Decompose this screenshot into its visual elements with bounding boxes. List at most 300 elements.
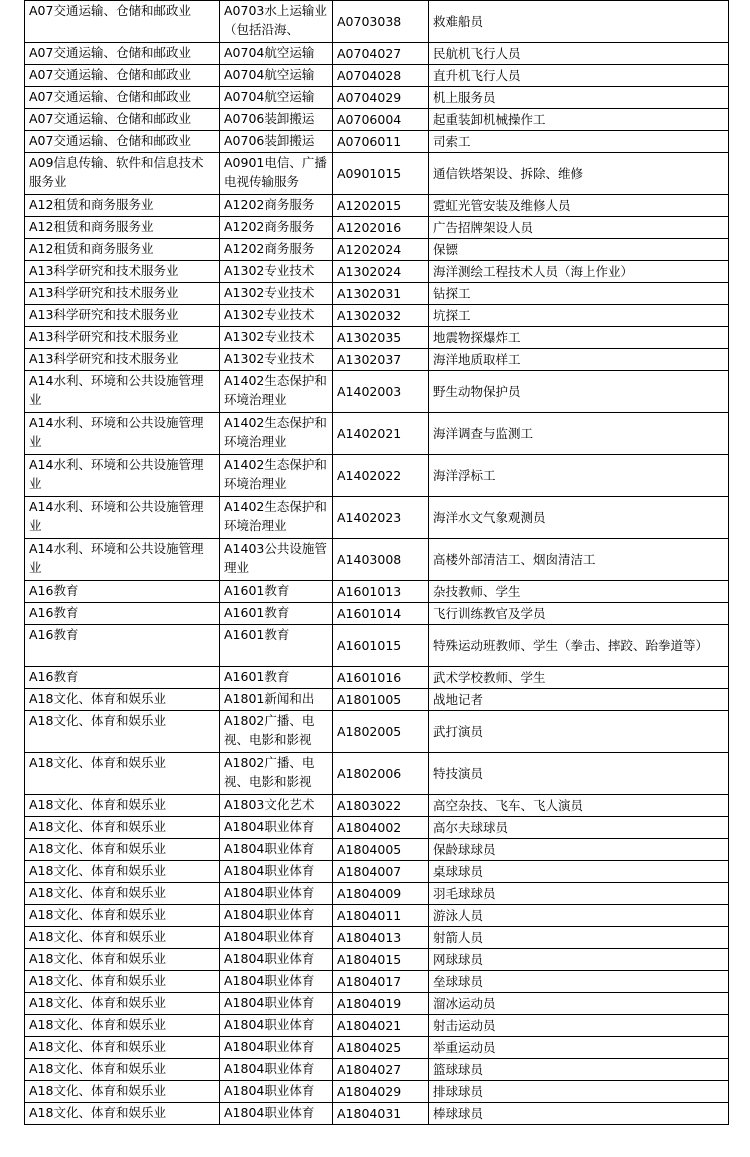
industry-cell — [25, 455, 220, 497]
category-text: A1804职业体育 — [224, 863, 315, 878]
industry-cell — [25, 327, 220, 349]
occupation-cell — [429, 261, 729, 283]
industry-text: A18文化、体育和娱乐业 — [29, 713, 166, 728]
category-cell — [220, 261, 333, 283]
category-cell — [220, 497, 333, 539]
occupation-text: 地震物探爆炸工 — [433, 330, 521, 345]
code-cell — [333, 861, 429, 883]
code-cell — [333, 153, 429, 195]
category-cell — [220, 1037, 333, 1059]
code-text: A1801005 — [337, 692, 402, 707]
category-text: A1804职业体育 — [224, 1039, 315, 1054]
occupation-text: 举重运动员 — [433, 1040, 496, 1055]
code-cell — [333, 1037, 429, 1059]
category-cell — [220, 371, 333, 413]
code-cell — [333, 65, 429, 87]
industry-text: A16教育 — [29, 627, 79, 642]
industry-cell — [25, 261, 220, 283]
occupation-text: 武打演员 — [433, 724, 484, 739]
industry-text: A14水利、环境和公共设施管理业 — [29, 457, 204, 491]
occupation-cell — [429, 65, 729, 87]
category-text: A0704航空运输 — [224, 45, 315, 60]
category-text: A1601教育 — [224, 627, 290, 642]
category-cell — [220, 109, 333, 131]
industry-text: A12租赁和商务服务业 — [29, 241, 154, 256]
category-cell — [220, 971, 333, 993]
code-cell — [333, 261, 429, 283]
occupation-cell — [429, 971, 729, 993]
table-row — [25, 927, 729, 949]
code-cell — [333, 905, 429, 927]
industry-text: A18文化、体育和娱乐业 — [29, 1105, 166, 1120]
code-text: A1802005 — [337, 724, 402, 739]
table-row — [25, 689, 729, 711]
occupation-cell — [429, 839, 729, 861]
industry-text: A13科学研究和技术服务业 — [29, 285, 179, 300]
industry-cell — [25, 1037, 220, 1059]
category-text: A1804职业体育 — [224, 973, 315, 988]
occupation-text: 高楼外部清洁工、烟囱清洁工 — [433, 552, 596, 567]
category-cell — [220, 153, 333, 195]
table-row — [25, 305, 729, 327]
code-cell — [333, 217, 429, 239]
occupation-text: 特技演员 — [433, 766, 484, 781]
category-cell — [220, 795, 333, 817]
occupation-cell — [429, 689, 729, 711]
table-row — [25, 349, 729, 371]
category-cell — [220, 839, 333, 861]
category-cell — [220, 349, 333, 371]
industry-cell — [25, 839, 220, 861]
occupation-text: 起重装卸机械操作工 — [433, 112, 546, 127]
industry-cell — [25, 711, 220, 753]
industry-cell — [25, 239, 220, 261]
occupation-cell — [429, 195, 729, 217]
code-text: A1302037 — [337, 352, 402, 367]
category-text: A1803文化艺术 — [224, 797, 315, 812]
code-cell — [333, 993, 429, 1015]
industry-text: A18文化、体育和娱乐业 — [29, 755, 166, 770]
code-cell — [333, 795, 429, 817]
occupation-text: 海洋水文气象观测员 — [433, 510, 546, 525]
occupation-cell — [429, 305, 729, 327]
code-text: A1804025 — [337, 1040, 402, 1055]
code-cell — [333, 413, 429, 455]
occupation-text: 桌球球员 — [433, 864, 484, 879]
occupation-text: 直升机飞行人员 — [433, 68, 521, 83]
industry-text: A18文化、体育和娱乐业 — [29, 841, 166, 856]
industry-cell — [25, 413, 220, 455]
industry-text: A07交通运输、仓储和邮政业 — [29, 89, 191, 104]
industry-cell — [25, 349, 220, 371]
code-text: A1601014 — [337, 606, 402, 621]
industry-text: A16教育 — [29, 583, 79, 598]
industry-text: A18文化、体育和娱乐业 — [29, 691, 166, 706]
code-text: A1302024 — [337, 264, 402, 279]
occupation-text: 海洋地质取样工 — [433, 352, 521, 367]
code-text: A1804021 — [337, 1018, 402, 1033]
code-text: A1802006 — [337, 766, 402, 781]
category-text: A1804职业体育 — [224, 841, 315, 856]
code-cell — [333, 927, 429, 949]
code-text: A1804029 — [337, 1084, 402, 1099]
industry-cell — [25, 497, 220, 539]
category-cell — [220, 217, 333, 239]
occupation-table-sheet — [24, 0, 728, 1125]
industry-cell — [25, 993, 220, 1015]
category-text: A1801新闻和出 — [224, 691, 315, 706]
code-cell — [333, 1, 429, 43]
code-cell — [333, 87, 429, 109]
code-text: A1402003 — [337, 384, 402, 399]
industry-text: A07交通运输、仓储和邮政业 — [29, 3, 191, 18]
code-cell — [333, 839, 429, 861]
code-cell — [333, 711, 429, 753]
occupation-text: 海洋测绘工程技术人员（海上作业） — [433, 264, 634, 279]
occupation-text: 武术学校教师、学生 — [433, 670, 546, 685]
category-cell — [220, 753, 333, 795]
table-row — [25, 455, 729, 497]
industry-text: A14水利、环境和公共设施管理业 — [29, 373, 204, 407]
category-text: A0706装卸搬运 — [224, 133, 315, 148]
industry-text: A18文化、体育和娱乐业 — [29, 1039, 166, 1054]
code-cell — [333, 689, 429, 711]
category-cell — [220, 711, 333, 753]
table-row — [25, 603, 729, 625]
occupation-cell — [429, 927, 729, 949]
code-cell — [333, 131, 429, 153]
occupation-cell — [429, 905, 729, 927]
category-text: A0703水上运输业（包括沿海、 — [224, 3, 327, 37]
industry-cell — [25, 1059, 220, 1081]
code-text: A0703038 — [337, 14, 402, 29]
code-text: A1804015 — [337, 952, 402, 967]
category-cell — [220, 539, 333, 581]
code-cell — [333, 625, 429, 667]
code-text: A1804027 — [337, 1062, 402, 1077]
occupation-cell — [429, 625, 729, 667]
table-row — [25, 753, 729, 795]
code-cell — [333, 949, 429, 971]
table-row — [25, 993, 729, 1015]
occupation-text: 特殊运动班教师、学生（拳击、摔跤、跆拳道等） — [433, 638, 709, 653]
category-text: A0704航空运输 — [224, 89, 315, 104]
industry-text: A16教育 — [29, 669, 79, 684]
code-text: A1804013 — [337, 930, 402, 945]
category-text: A1804职业体育 — [224, 951, 315, 966]
occupation-cell — [429, 217, 729, 239]
industry-cell — [25, 195, 220, 217]
category-cell — [220, 65, 333, 87]
table-row — [25, 239, 729, 261]
occupation-cell — [429, 1059, 729, 1081]
category-cell — [220, 1103, 333, 1125]
table-row — [25, 109, 729, 131]
industry-cell — [25, 861, 220, 883]
category-cell — [220, 283, 333, 305]
code-text: A1804011 — [337, 908, 402, 923]
code-text: A1302035 — [337, 330, 402, 345]
occupation-cell — [429, 711, 729, 753]
table-row — [25, 883, 729, 905]
category-cell — [220, 993, 333, 1015]
industry-text: A07交通运输、仓储和邮政业 — [29, 45, 191, 60]
table-row — [25, 65, 729, 87]
code-text: A1804019 — [337, 996, 402, 1011]
code-text: A1302031 — [337, 286, 402, 301]
code-cell — [333, 327, 429, 349]
table-row — [25, 217, 729, 239]
code-text: A1804007 — [337, 864, 402, 879]
category-cell — [220, 625, 333, 667]
occupation-cell — [429, 497, 729, 539]
occupation-cell — [429, 43, 729, 65]
industry-cell — [25, 217, 220, 239]
industry-text: A07交通运输、仓储和邮政业 — [29, 133, 191, 148]
category-cell — [220, 239, 333, 261]
code-cell — [333, 1015, 429, 1037]
occupation-text: 高空杂技、飞车、飞人演员 — [433, 798, 584, 813]
occupation-text: 射箭人员 — [433, 930, 484, 945]
occupation-text: 霓虹光管安装及维修人员 — [433, 198, 571, 213]
occupation-text: 海洋调查与监测工 — [433, 426, 534, 441]
code-text: A1403008 — [337, 552, 402, 567]
occupation-cell — [429, 371, 729, 413]
occupation-cell — [429, 883, 729, 905]
industry-text: A18文化、体育和娱乐业 — [29, 1083, 166, 1098]
occupation-text: 坑探工 — [433, 308, 471, 323]
industry-cell — [25, 87, 220, 109]
category-cell — [220, 1059, 333, 1081]
industry-text: A13科学研究和技术服务业 — [29, 263, 179, 278]
occupation-text: 民航机飞行人员 — [433, 46, 521, 61]
category-text: A1804职业体育 — [224, 1061, 315, 1076]
table-row — [25, 327, 729, 349]
code-cell — [333, 239, 429, 261]
table-row — [25, 497, 729, 539]
industry-cell — [25, 603, 220, 625]
category-cell — [220, 87, 333, 109]
occupation-text: 网球球员 — [433, 952, 484, 967]
occupation-text: 钻探工 — [433, 286, 471, 301]
code-cell — [333, 1103, 429, 1125]
category-cell — [220, 1015, 333, 1037]
occupation-cell — [429, 993, 729, 1015]
code-text: A1601015 — [337, 638, 402, 653]
category-cell — [220, 195, 333, 217]
category-cell — [220, 927, 333, 949]
table-row — [25, 1015, 729, 1037]
category-cell — [220, 667, 333, 689]
category-cell — [220, 883, 333, 905]
table-row — [25, 1, 729, 43]
table-row — [25, 905, 729, 927]
code-text: A1202015 — [337, 198, 402, 213]
industry-text: A14水利、环境和公共设施管理业 — [29, 499, 204, 533]
code-cell — [333, 1059, 429, 1081]
code-text: A1804031 — [337, 1106, 402, 1121]
table-row — [25, 1081, 729, 1103]
industry-cell — [25, 65, 220, 87]
category-cell — [220, 455, 333, 497]
occupation-text: 飞行训练教官及学员 — [433, 606, 546, 621]
occupation-text: 溜冰运动员 — [433, 996, 496, 1011]
occupation-cell — [429, 861, 729, 883]
category-text: A1302专业技术 — [224, 307, 315, 322]
table-row — [25, 1103, 729, 1125]
industry-text: A13科学研究和技术服务业 — [29, 351, 179, 366]
category-text: A1804职业体育 — [224, 995, 315, 1010]
table-row — [25, 971, 729, 993]
category-text: A1302专业技术 — [224, 263, 315, 278]
industry-cell — [25, 905, 220, 927]
industry-cell — [25, 625, 220, 667]
industry-text: A18文化、体育和娱乐业 — [29, 995, 166, 1010]
industry-text: A07交通运输、仓储和邮政业 — [29, 111, 191, 126]
code-text: A1804009 — [337, 886, 402, 901]
occupation-cell — [429, 1037, 729, 1059]
industry-text: A12租赁和商务服务业 — [29, 197, 154, 212]
table-row — [25, 795, 729, 817]
category-text: A1804职业体育 — [224, 1083, 315, 1098]
table-row — [25, 153, 729, 195]
occupation-text: 杂技教师、学生 — [433, 584, 521, 599]
occupation-text: 棒球球员 — [433, 1106, 484, 1121]
occupation-cell — [429, 131, 729, 153]
industry-text: A18文化、体育和娱乐业 — [29, 1017, 166, 1032]
category-text: A1804职业体育 — [224, 819, 315, 834]
occupation-cell — [429, 539, 729, 581]
occupation-text: 机上服务员 — [433, 90, 496, 105]
occupation-text: 救难船员 — [433, 14, 484, 29]
industry-cell — [25, 927, 220, 949]
code-text: A0706004 — [337, 112, 402, 127]
category-text: A0901电信、广播电视传输服务 — [224, 155, 327, 189]
category-text: A1804职业体育 — [224, 929, 315, 944]
category-text: A1202商务服务 — [224, 219, 315, 234]
category-text: A1804职业体育 — [224, 907, 315, 922]
occupation-text: 羽毛球球员 — [433, 886, 496, 901]
code-cell — [333, 667, 429, 689]
category-cell — [220, 1, 333, 43]
occupation-cell — [429, 455, 729, 497]
code-cell — [333, 349, 429, 371]
industry-cell — [25, 971, 220, 993]
industry-cell — [25, 43, 220, 65]
category-text: A1804职业体育 — [224, 1105, 315, 1120]
category-cell — [220, 861, 333, 883]
industry-text: A14水利、环境和公共设施管理业 — [29, 541, 204, 575]
category-cell — [220, 305, 333, 327]
occupation-cell — [429, 753, 729, 795]
category-text: A1601教育 — [224, 669, 290, 684]
industry-cell — [25, 883, 220, 905]
table-row — [25, 667, 729, 689]
industry-cell — [25, 153, 220, 195]
industry-text: A18文化、体育和娱乐业 — [29, 797, 166, 812]
category-cell — [220, 581, 333, 603]
occupation-text: 高尔夫球球员 — [433, 820, 509, 835]
category-text: A1403公共设施管理业 — [224, 541, 327, 575]
industry-cell — [25, 1081, 220, 1103]
industry-text: A18文化、体育和娱乐业 — [29, 885, 166, 900]
table-row — [25, 195, 729, 217]
table-row — [25, 413, 729, 455]
industry-text: A18文化、体育和娱乐业 — [29, 973, 166, 988]
code-cell — [333, 455, 429, 497]
industry-cell — [25, 539, 220, 581]
industry-cell — [25, 131, 220, 153]
occupation-text: 篮球球员 — [433, 1062, 484, 1077]
category-text: A1302专业技术 — [224, 351, 315, 366]
code-text: A1804017 — [337, 974, 402, 989]
code-text: A0706011 — [337, 134, 402, 149]
category-text: A1802广播、电视、电影和影视 — [224, 755, 315, 789]
occupation-cell — [429, 949, 729, 971]
industry-cell — [25, 109, 220, 131]
occupation-cell — [429, 109, 729, 131]
occupation-cell — [429, 1, 729, 43]
occupation-text: 战地记者 — [433, 692, 484, 707]
industry-text: A12租赁和商务服务业 — [29, 219, 154, 234]
category-text: A1302专业技术 — [224, 285, 315, 300]
occupation-cell — [429, 349, 729, 371]
code-cell — [333, 195, 429, 217]
occupation-text: 海洋浮标工 — [433, 468, 496, 483]
industry-cell — [25, 1015, 220, 1037]
occupation-cell — [429, 1081, 729, 1103]
category-cell — [220, 689, 333, 711]
industry-text: A07交通运输、仓储和邮政业 — [29, 67, 191, 82]
industry-cell — [25, 1103, 220, 1125]
code-text: A1803022 — [337, 798, 402, 813]
industry-text: A14水利、环境和公共设施管理业 — [29, 415, 204, 449]
industry-cell — [25, 795, 220, 817]
industry-text: A13科学研究和技术服务业 — [29, 307, 179, 322]
occupation-text: 排球球员 — [433, 1084, 484, 1099]
industry-text: A18文化、体育和娱乐业 — [29, 929, 166, 944]
code-text: A0901015 — [337, 166, 402, 181]
table-row — [25, 817, 729, 839]
category-text: A0704航空运输 — [224, 67, 315, 82]
industry-cell — [25, 817, 220, 839]
category-text: A1402生态保护和环境治理业 — [224, 499, 327, 533]
table-row — [25, 283, 729, 305]
industry-cell — [25, 283, 220, 305]
category-text: A1804职业体育 — [224, 885, 315, 900]
code-text: A0704027 — [337, 46, 402, 61]
category-text: A1202商务服务 — [224, 197, 315, 212]
code-cell — [333, 305, 429, 327]
code-text: A1202024 — [337, 242, 402, 257]
industry-text: A16教育 — [29, 605, 79, 620]
occupation-cell — [429, 603, 729, 625]
occupation-cell — [429, 153, 729, 195]
occupation-cell — [429, 817, 729, 839]
code-text: A1202016 — [337, 220, 402, 235]
table-row — [25, 711, 729, 753]
category-text: A1402生态保护和环境治理业 — [224, 457, 327, 491]
industry-cell — [25, 753, 220, 795]
code-cell — [333, 753, 429, 795]
table-row — [25, 371, 729, 413]
occupation-cell — [429, 413, 729, 455]
occupation-cell — [429, 239, 729, 261]
occupation-text: 游泳人员 — [433, 908, 484, 923]
category-text: A1601教育 — [224, 583, 290, 598]
industry-text: A18文化、体育和娱乐业 — [29, 819, 166, 834]
occupation-text: 保镖 — [433, 242, 459, 257]
